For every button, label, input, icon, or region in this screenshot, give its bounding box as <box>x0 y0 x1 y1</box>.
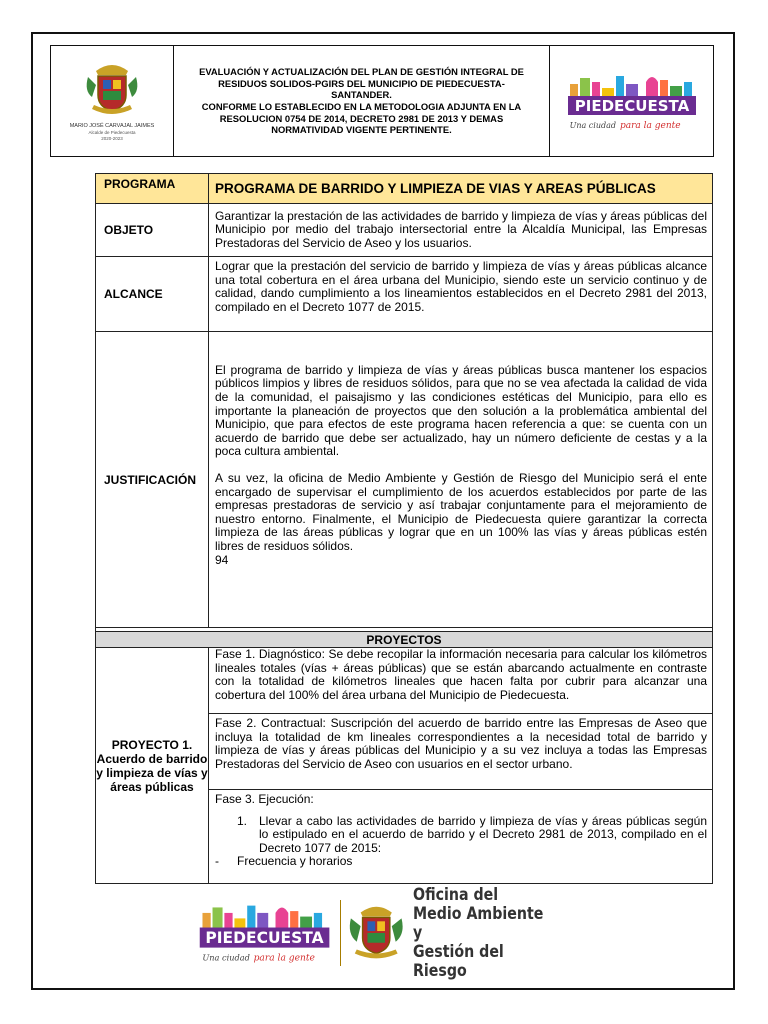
fase3-list-item <box>215 855 707 869</box>
header-title-line: SANTANDER. <box>331 89 392 101</box>
justificacion-cell <box>209 332 713 628</box>
proyectos-header: PROYECTOS <box>96 632 713 648</box>
footer-logo-text: PIEDECUESTA <box>205 928 324 947</box>
fase3-cell <box>209 790 713 884</box>
programa-title: PROGRAMA DE BARRIDO Y LIMPIEZA DE VIAS Y AREAS PÚBLICAS <box>209 174 713 204</box>
office-line-1: Oficina del <box>413 885 499 904</box>
document-header <box>50 45 714 157</box>
fase3-title: Fase 3. Ejecución: <box>215 792 314 806</box>
fase3-list-item <box>215 815 707 856</box>
header-title-line: RESIDUOS SOLIDOS-PGIRS DEL MUNICIPIO DE PIEDECUESTA- <box>218 77 505 89</box>
header-title-line: NORMATIVIDAD VIGENTE PERTINENTE. <box>271 124 452 136</box>
mayor-period: 2020-2023 <box>101 135 123 141</box>
objeto-text: Garantizar la prestación de las actividades de barrido y limpieza de vías y áreas públicas del Municipio por medio del trabajo intersectorial entre la Alcaldía Municipal, las Empresas Prestadoras del Servicio de Aseo y los usuarios. <box>209 204 713 257</box>
municipal-crest-icon <box>82 61 142 119</box>
header-title-line: EVALUACIÓN Y ACTUALIZACIÓN DEL PLAN DE GESTIÓN INTEGRAL DE <box>199 66 524 78</box>
header-logo-slogan-b: para la gente <box>619 121 681 131</box>
fase3-item1-number: 1. <box>237 813 248 828</box>
footer-crest-icon <box>347 900 405 966</box>
piedecuesta-logo-icon <box>562 66 702 136</box>
footer-divider <box>340 900 341 966</box>
office-name <box>413 885 549 980</box>
header-crest-cell <box>51 46 174 156</box>
page-number: 94 <box>215 552 229 567</box>
fase2-text: Fase 2. Contractual: Suscripción del acuerdo de barrido entre las Empresas de Aseo que incluya la totalidad de km lineales correspondientes a la necesidad total de barrido y limpieza de vías y áreas públicas del Municipio y a su vez incluya a todas las Empresas Prestadoras del Servicio de Aseo con usuarios en el sector urbano. <box>209 714 713 790</box>
objeto-label: OBJETO <box>96 204 209 257</box>
programa-label: PROGRAMA <box>96 174 209 204</box>
fase1-text: Fase 1. Diagnóstico: Se debe recopilar la información necesaria para calcular los kilómetros lineales totales (vías + áreas públicas) que se están abarcando actualmente en contraste con la totalidad de kilómetros lineales que hacen falta por cubrir para alcanzar una cobertura del 100% del área urbana del Municipio de Piedecuesta. <box>209 648 713 714</box>
office-line-3: Gestión del Riesgo <box>413 942 505 980</box>
footer-logo-slogan-a: Una ciudad <box>202 951 250 962</box>
header-logo-text: PIEDECUESTA <box>574 97 689 115</box>
fase3-item2-bullet: - <box>215 854 219 869</box>
mayor-title: Alcalde de Piedecuesta <box>88 129 136 135</box>
alcance-text: Lograr que la prestación del servicio de barrido y limpieza de vías y áreas públicas alcance una total cobertura en el área urbana del Municipio, siendo este un servicio continuo y de calidad, dando cumplimiento a los lineamientos establecidos en el Decreto 2981 del 2013, compilado en el Decreto 1077 de 2015. <box>209 257 713 332</box>
fase3-item2-text: Frecuencia y horarios <box>237 854 353 869</box>
header-logo-cell <box>550 46 713 156</box>
justificacion-paragraph-1: El programa de barrido y limpieza de vías y áreas públicas busca mantener los espacios públicos limpios y libres de residuos sólidos, para que no se vea afectada la calidad de vida de la comunidad, el paisajismo y las condiciones estéticas del Municipio, para ello es importante la planeación de proyectos que den solución a la problemática ambiental del Municipio, que para efectos de este programa hacen referencia a que: se cuenta con un acuerdo de barrido que debe ser actualizado, hay un número deficiente de cestas y a la poca cultura ambiental. <box>215 362 707 459</box>
footer-logo-slogan-b: para la gente <box>253 952 315 963</box>
mayor-name: MARIO JOSÉ CARVAJAL JAIMES <box>69 122 155 129</box>
footer-piedecuesta-logo-icon <box>197 897 334 969</box>
justificacion-paragraph-2: A su vez, la oficina de Medio Ambiente y Gestión de Riesgo del Municipio será el ente encargado de supervisar el cumplimiento de los acuerdos establecidos por parte de las empresas prestadoras de servicio y así trabajar conjuntamente para el mejoramiento de nuestro entorno. Finalmente, el Municipio de Piedecuesta quiere garantizar la correcta limpieza de las áreas públicas y lograr que en un 100% las vías y áreas públicas estén libres de residuos sólidos. <box>215 471 707 553</box>
proyecto1-label: PROYECTO 1. Acuerdo de barrido y limpieza de vías y áreas públicas <box>96 648 209 884</box>
fase3-item1-text: Llevar a cabo las actividades de barrido y limpieza de vías y áreas públicas según lo estipulado en el acuerdo de barrido y el Decreto 2981 de 2013, compilado en el Decreto 1077 de 2015: <box>259 813 707 855</box>
page-footer <box>197 885 572 980</box>
header-logo-slogan-a: Una ciudad <box>569 121 616 130</box>
header-title-line: RESOLUCION 0754 DE 2014, DECRETO 2981 DE 2013 Y DEMAS <box>219 112 504 124</box>
header-title <box>174 46 550 156</box>
alcance-label: ALCANCE <box>96 257 209 332</box>
justificacion-label: JUSTIFICACIÓN <box>96 332 209 628</box>
office-line-2: Medio Ambiente y <box>413 904 544 942</box>
program-table <box>95 173 713 884</box>
header-title-line: CONFORME LO ESTABLECIDO EN LA METODOLOGIA ADJUNTA EN LA <box>201 101 522 112</box>
